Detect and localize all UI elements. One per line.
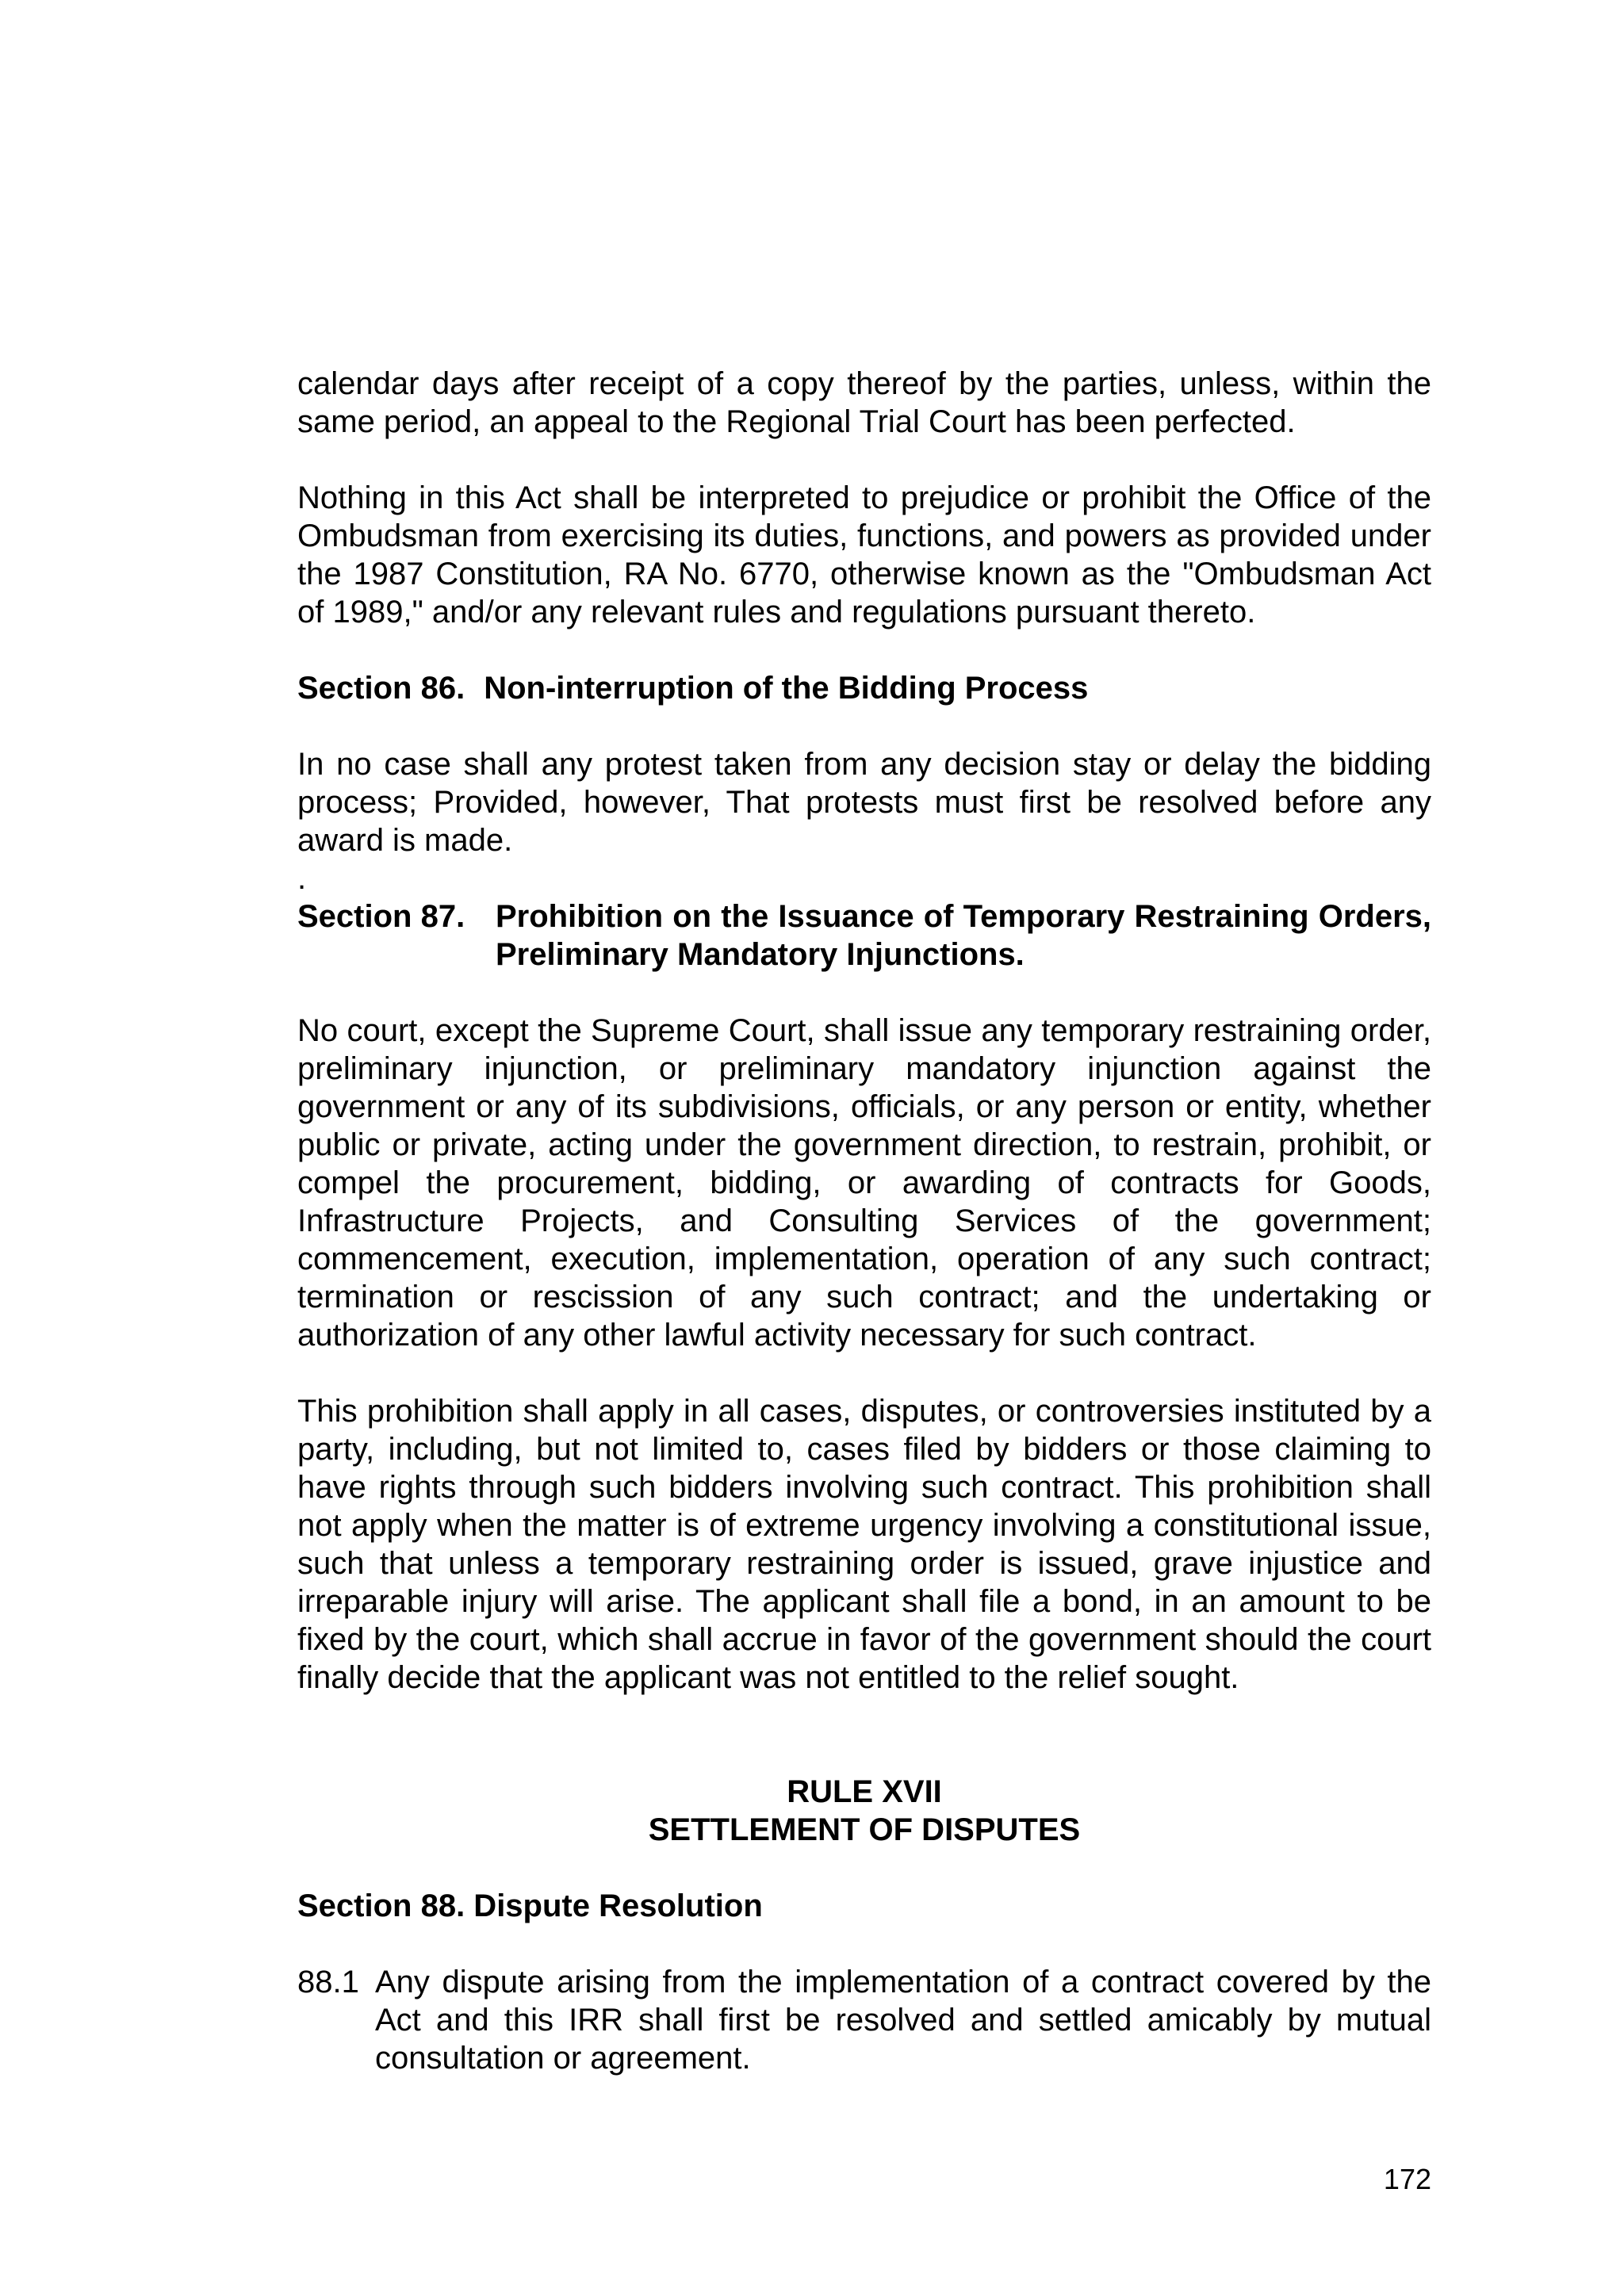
rule-heading [297, 1773, 1431, 1849]
section-86-heading [297, 669, 1431, 707]
section-86-title: Non-interruption of the Bidding Process [484, 671, 1089, 706]
document-page [297, 365, 1431, 2077]
section-86-body: In no case shall any protest taken from any decision stay or delay the bidding process; Provided, however, That protests must first be resolved before any award is made. [297, 747, 1431, 858]
section-87-heading [297, 897, 1431, 974]
rule-number: RULE XVII [787, 1774, 942, 1809]
paragraph-ombudsman: Nothing in this Act shall be interpreted to prejudice or prohibit the Office of the Ombudsman from exercising its duties, functions, and powers as provided under the 1987 Constitution, RA No. 6770, otherwise known as the "Ombudsman Act of 1989," and/or any relevant rules and regulations pursuant thereto. [297, 480, 1431, 629]
section-87-title: Prohibition on the Issuance of Temporary Restraining Orders, Preliminary Mandatory Injunctions. [496, 899, 1431, 972]
stray-period-mark: . [297, 861, 307, 896]
section-87-body-1: No court, except the Supreme Court, shall issue any temporary restraining order, preliminary injunction, or preliminary mandatory injunction against the government or any of its subdivisions, officials, or any person or entity, whether public or private, acting under the government direction, to restrain, prohibit, or compel the procurement, bidding, or awarding of contracts for Goods, Infrastructure Projects, and Consulting Services of the government; commencement, execution, implementation, operation of any such contract; termination or rescission of any such contract; and the undertaking or authorization of any other lawful activity necessary for such contract. [297, 1013, 1431, 1353]
item-text: Any dispute arising from the implementation of a contract covered by the Act and this IRR shall first be resolved and settled amicably by mutual consultation or agreement. [375, 1965, 1431, 2076]
numbered-item-88-1 [297, 1963, 1431, 2077]
rule-title: SETTLEMENT OF DISPUTES [648, 1812, 1081, 1847]
section-88-title: Section 88. Dispute Resolution [297, 1888, 763, 1923]
item-number: 88.1 [297, 1965, 359, 1999]
section-87-body-2: This prohibition shall apply in all cases, disputes, or controversies instituted by a party, including, but not limited to, cases filed by bidders or those claiming to have rights through such bidders involving such contract. This prohibition shall not apply when the matter is of extreme urgency involving a constitutional issue, such that unless a temporary restraining order is issued, grave injustice and irreparable injury will arise. The applicant shall file a bond, in an amount to be fixed by the court, which shall accrue in favor of the government should the court finally decide that the applicant was not entitled to the relief sought. [297, 1394, 1431, 1695]
page-number: 172 [1383, 2163, 1431, 2195]
section-86-label: Section 86. [297, 671, 465, 706]
paragraph-appeal-period: calendar days after receipt of a copy thereof by the parties, unless, within the same period, an appeal to the Regional Trial Court has been perfected. [297, 366, 1431, 439]
section-88-heading [297, 1887, 1431, 1925]
section-87-label: Section 87. [297, 899, 465, 934]
